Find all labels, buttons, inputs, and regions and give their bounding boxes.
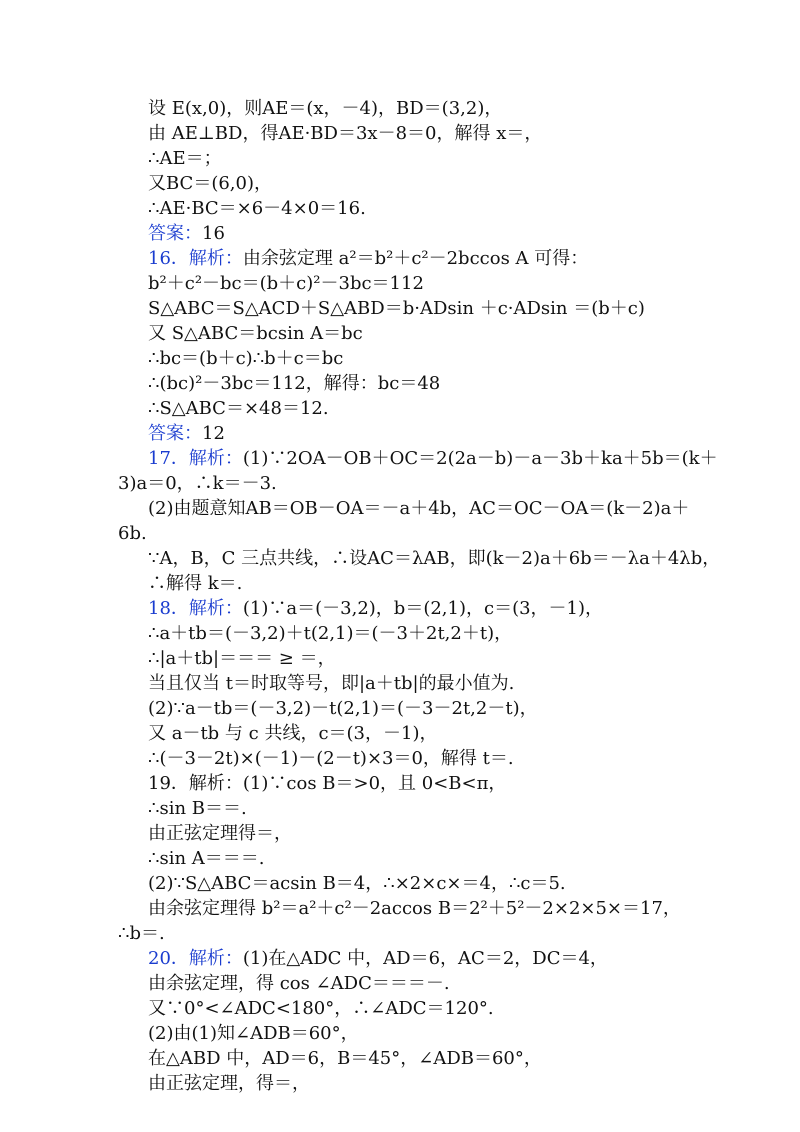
text-line: 由正弦定理，得＝， [148,1073,310,1094]
solution-heading: 20．解析：(1)在△ADC 中，AD＝6，AC＝2，DC＝4， [148,948,608,969]
text-line: ∴AE＝； [148,148,222,169]
text-line: 在△ABD 中，AD＝6，B＝45°，∠ADB＝60°， [148,1048,542,1069]
text-line: ∴a＋tb＝(－3,2)＋t(2,1)＝(－3＋2t,2＋t)， [148,623,513,644]
solution-heading: 17．解析：(1)∵2OA－OB＋OC＝2(2a－b)－a－3b＋ka＋5b＝(k＋ [148,448,718,469]
text-line: 19．解析：(1)∵cos B＝>0，且 0<B<π， [148,773,507,794]
text-line: ∴(－3－2t)×(－1)－(2－t)×3＝0，解得 t＝. [148,748,514,769]
text-line: ∴解得 k＝. [148,573,243,594]
text-line: ∴b＝. [118,923,165,944]
text-line: 由余弦定理得 b²＝a²＋c²－2accos B＝2²＋5²－2×2×5×＝17， [148,898,681,919]
text-line: 由 AE⊥BD，得AE·BD＝3x－8＝0，解得 x＝， [148,123,543,144]
text-line: ∴AE·BC＝×6－4×0＝16. [148,198,366,219]
answer-line: 答案：12 [148,423,225,444]
solution-heading: 18．解析：(1)∵a＝(－3,2)，b＝(2,1)，c＝(3，－1)， [148,598,604,619]
text-line: ∴sin A＝＝＝. [148,848,265,869]
text-line: 又BC＝(6,0)， [148,173,273,194]
text-line: ∴(bc)²－3bc＝112，解得：bc＝48 [148,373,441,394]
text-line: b²＋c²－bc＝(b＋c)²－3bc＝112 [148,273,424,294]
text-line: 又∵0°<∠ADC<180°，∴∠ADC＝120°. [148,998,494,1019]
text-line: 由正弦定理得＝， [148,823,292,844]
text-line: ∴bc＝(b＋c)∴b＋c＝bc [148,348,344,369]
text-line: (2)∵S△ABC＝acsin B＝4，∴×2×c×＝4，∴c＝5. [148,873,566,894]
text-line: 当且仅当 t＝时取等号，即|a＋tb|的最小值为. [148,673,515,694]
text-line: (2)由题意知AB＝OB－OA＝－a＋4b，AC＝OC－OA＝(k－2)a＋ [148,498,690,519]
solution-heading: 16．解析：由余弦定理 a²＝b²＋c²－2bccos A 可得： [148,248,589,269]
text-line: S△ABC＝S△ACD＋S△ABD＝b·ADsin ＋c·ADsin ＝(b＋c) [148,298,645,319]
text-line: 设 E(x,0)，则AE＝(x，－4)，BD＝(3,2)， [148,98,503,119]
text-line: ∴sin B＝＝. [148,798,247,819]
text-line: (2)∵a－tb＝(－3,2)－t(2,1)＝(－3－2t,2－t)， [148,698,538,719]
text-line: 由余弦定理，得 cos ∠ADC＝＝＝－. [148,973,450,994]
text-line: ∴|a＋tb|＝＝＝ ≥ ＝， [148,648,336,669]
text-line: 6b. [118,523,147,544]
text-line: (2)由(1)知∠ADB＝60°， [148,1023,359,1044]
text-line: ∵A，B，C 三点共线，∴设AC＝λAB，即(k－2)a＋6b＝－λa＋4λb， [148,548,721,569]
text-line: 又 a－tb 与 c 共线，c＝(3，－1)， [148,723,438,744]
text-line: 3)a＝0，∴k＝－3. [118,473,277,494]
text-line: ∴S△ABC＝×48＝12. [148,398,329,419]
answer-line: 答案：16 [148,223,225,244]
text-line: 又 S△ABC＝bcsin A＝bc [148,323,363,344]
